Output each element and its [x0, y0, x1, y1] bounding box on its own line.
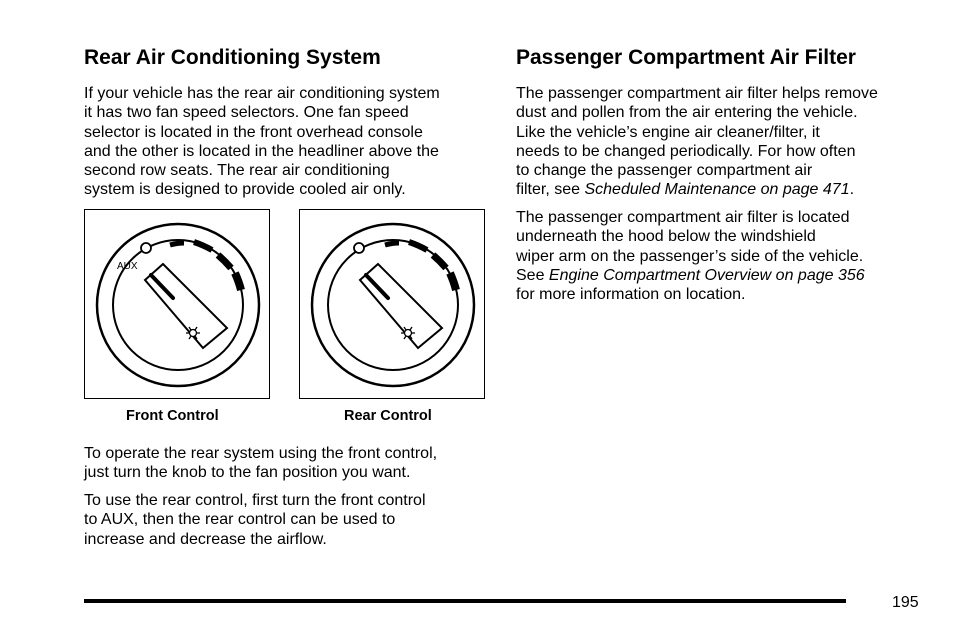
- rear-control-figure: [299, 209, 485, 399]
- air-filter-paragraph-1: [516, 84, 878, 200]
- engine-compartment-reference[interactable]: Engine Compartment Overview on page 356: [548, 266, 865, 284]
- text-line: To use the rear control, first turn the front control: [84, 492, 426, 509]
- text-line: wiper arm on the passenger’s side of the vehicle.: [516, 247, 864, 265]
- text-line: selector is located in the front overhead console: [84, 123, 423, 141]
- text-line: to AUX, then the rear control can be used to: [84, 511, 396, 529]
- aux-label: AUX: [117, 261, 138, 272]
- rear-control-caption: Rear Control: [344, 408, 432, 424]
- front-control-dial-illustration: [85, 210, 271, 400]
- text-line: The passenger compartment air filter helps remove: [516, 85, 878, 102]
- scheduled-maintenance-reference[interactable]: Scheduled Maintenance on page 471: [584, 181, 850, 199]
- text-line: it has two fan speed selectors. One fan speed: [84, 104, 409, 122]
- text-line: needs to be changed periodically. For how often: [516, 142, 856, 160]
- rear-control-dial-illustration: [300, 210, 486, 400]
- text-line: If your vehicle has the rear air conditioning system: [84, 85, 440, 102]
- text-line: system is designed to provide cooled air only.: [84, 181, 406, 199]
- text-line: second row seats. The rear air conditioning: [84, 162, 390, 180]
- text-line: To operate the rear system using the front control,: [84, 445, 438, 462]
- text-line: to change the passenger compartment air: [516, 162, 813, 180]
- text-fragment: filter, see: [516, 181, 585, 199]
- text-line: dust and pollen from the air entering the vehicle.: [516, 104, 858, 122]
- text-line: just turn the knob to the fan position you want.: [84, 464, 411, 482]
- front-control-caption: Front Control: [126, 408, 219, 424]
- text-line: for more information on location.: [516, 286, 746, 304]
- text-line: The passenger compartment air filter is located: [516, 209, 850, 226]
- rear-control-instructions: [84, 491, 426, 549]
- page-number: 195: [892, 594, 919, 611]
- front-control-figure: [84, 209, 270, 399]
- text-line: and the other is located in the headliner above the: [84, 142, 439, 160]
- text-line: Like the vehicle’s engine air cleaner/filter, it: [516, 123, 820, 141]
- footer-rule: [84, 599, 846, 603]
- text-line: [516, 266, 865, 285]
- text-fragment: .: [849, 181, 855, 199]
- front-control-instructions: [84, 444, 437, 483]
- rear-ac-intro: [84, 84, 440, 200]
- rear-ac-heading: Rear Air Conditioning System: [84, 46, 381, 69]
- air-filter-heading: Passenger Compartment Air Filter: [516, 46, 856, 69]
- text-line: underneath the hood below the windshield: [516, 228, 816, 246]
- text-line: [516, 180, 878, 199]
- air-filter-paragraph-2: [516, 208, 865, 304]
- text-fragment: See: [516, 266, 549, 284]
- text-line: increase and decrease the airflow.: [84, 530, 327, 548]
